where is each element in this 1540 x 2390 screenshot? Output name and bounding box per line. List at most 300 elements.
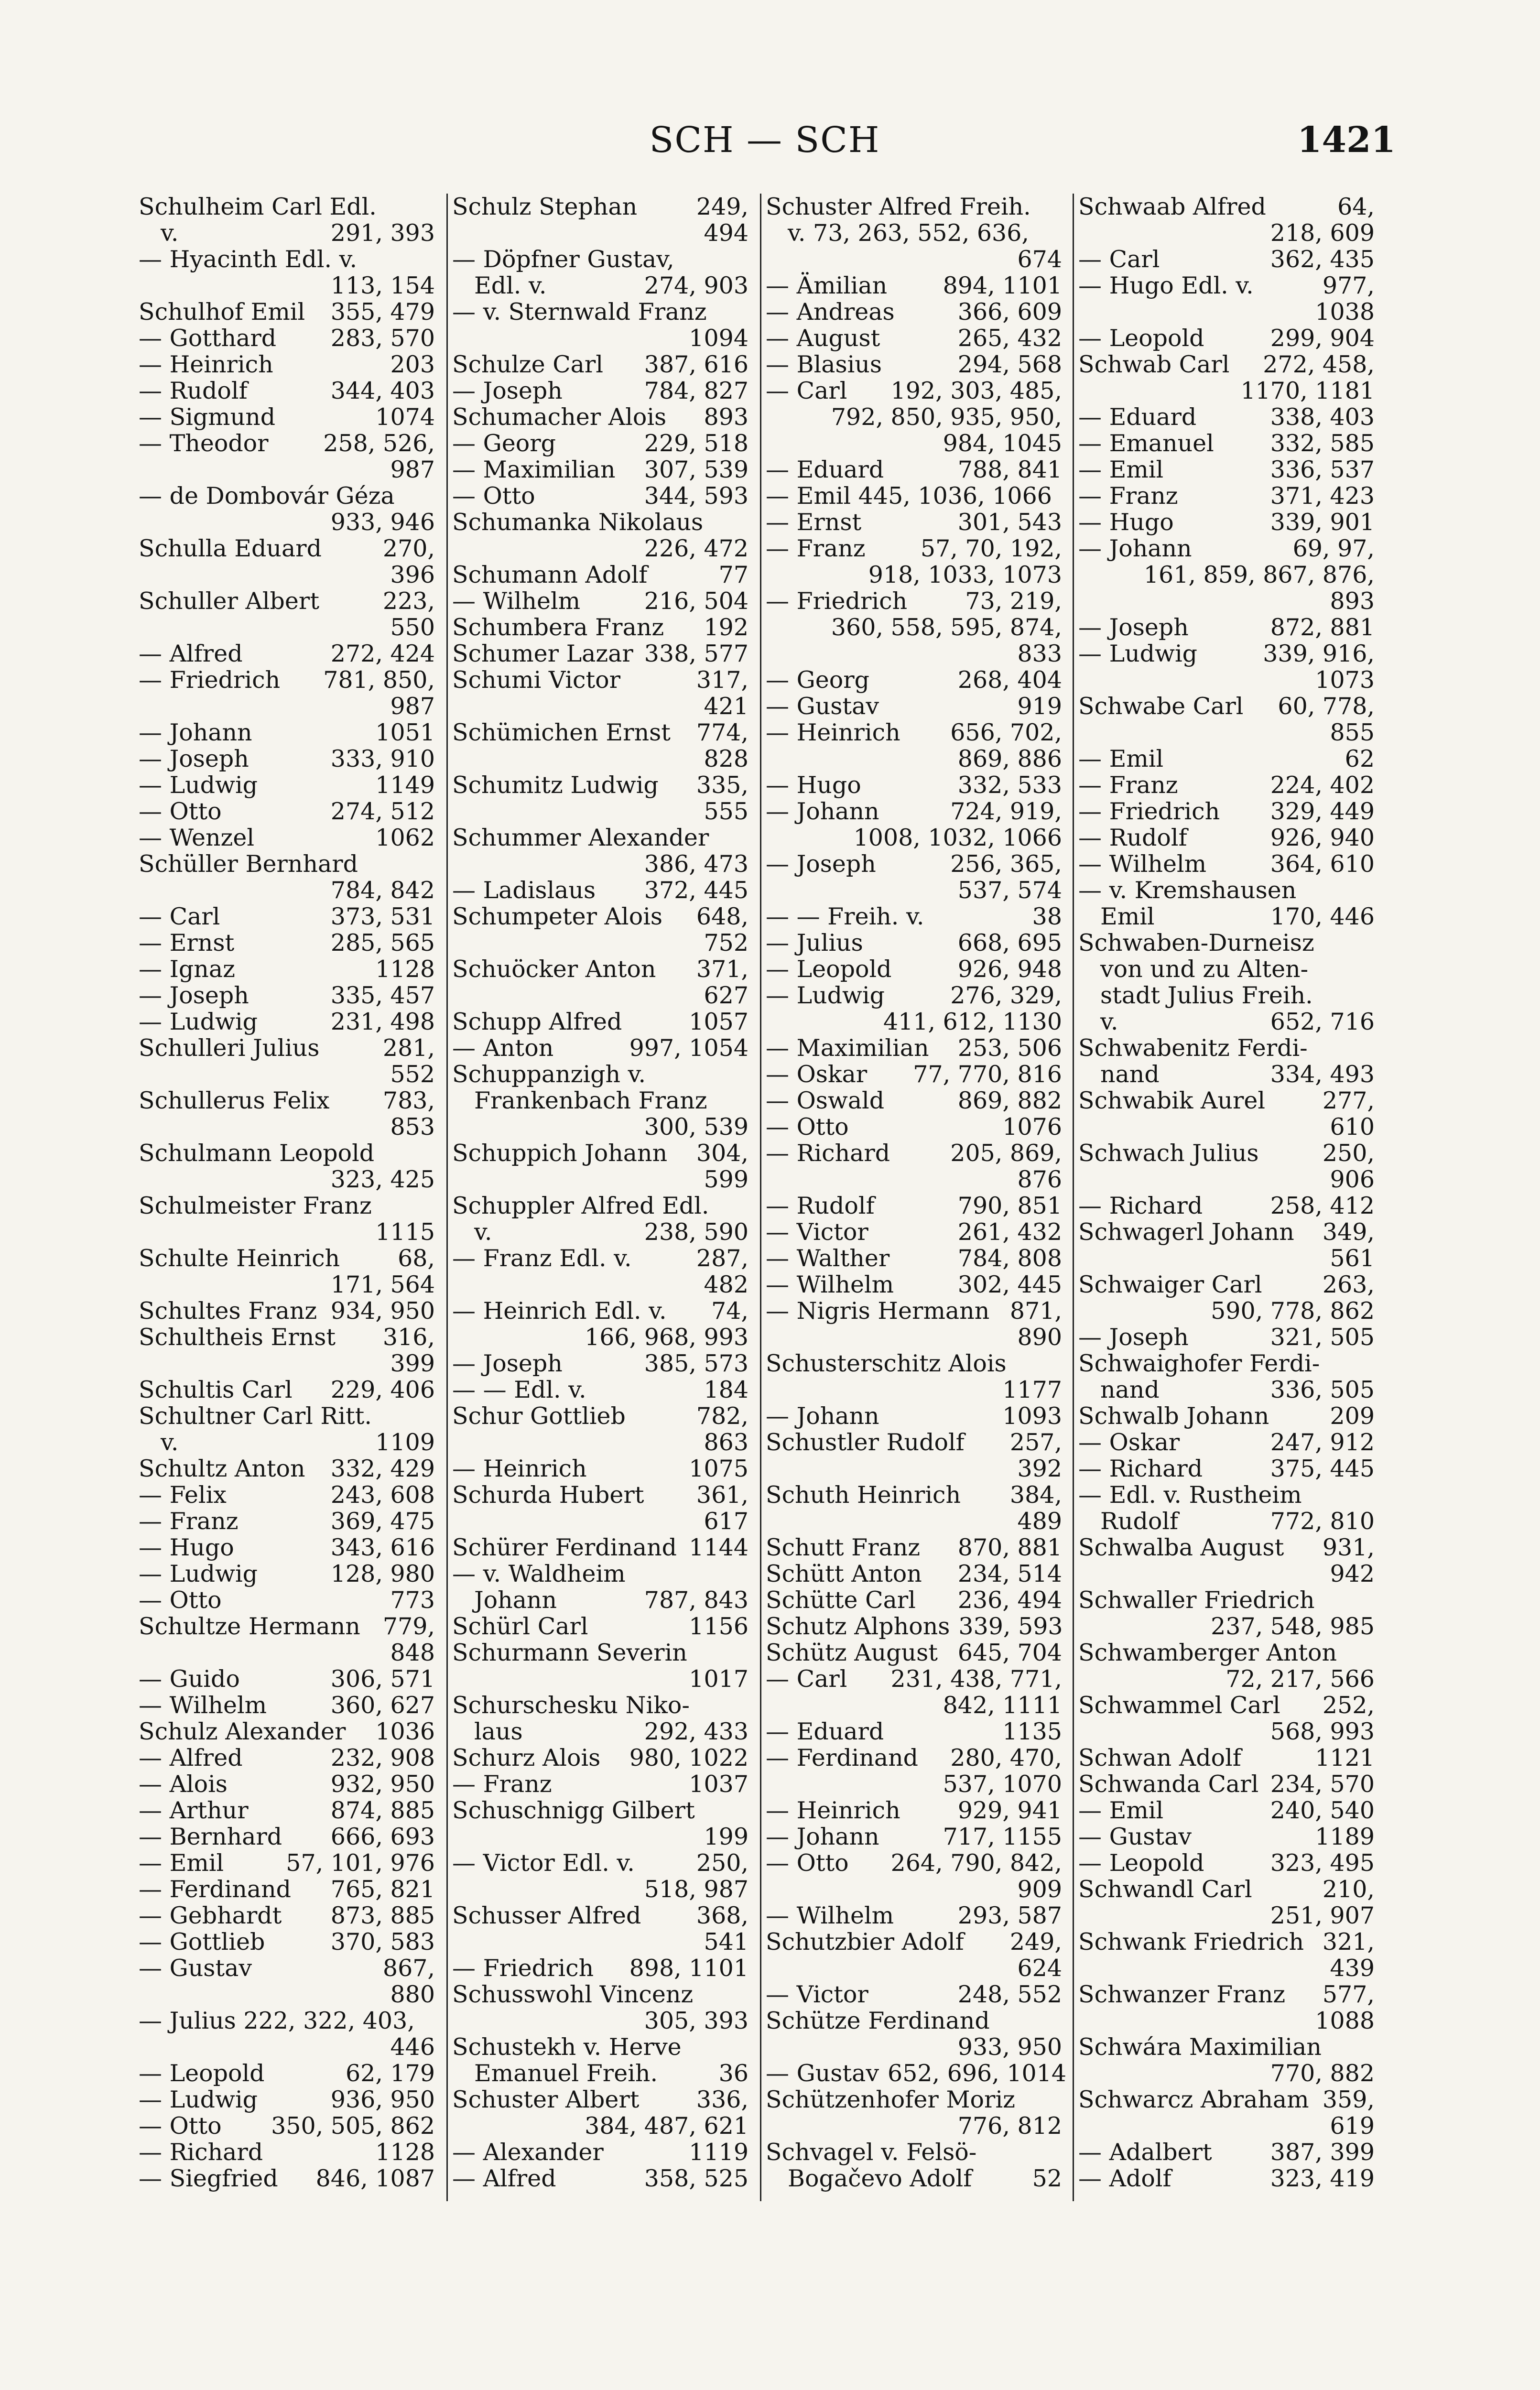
page-references: 645, 704 [957, 1639, 1062, 1666]
page-references: 411, 612, 1130 [883, 1008, 1062, 1035]
index-line [139, 1718, 435, 1745]
entry-name: Johann [474, 1586, 557, 1614]
page-references: 317, [696, 666, 748, 694]
index-line [452, 1508, 748, 1534]
entry-name: Schupp Alfred [452, 1008, 622, 1035]
page-references: 287, [696, 1245, 748, 1272]
entry-name: — Friedrich [139, 666, 281, 694]
page-references: 323, 425 [330, 1166, 435, 1193]
page-references: 306, 571 [330, 1665, 435, 1693]
page-references: 73, 219, [965, 587, 1062, 615]
index-line [139, 1087, 435, 1114]
page-references: 257, [1009, 1429, 1062, 1456]
index-line [1078, 272, 1375, 299]
page-references: 624 [1017, 1955, 1062, 1982]
index-line [452, 982, 748, 1009]
page-references: 1170, 1181 [1240, 377, 1375, 404]
index-line [766, 641, 1062, 667]
entry-name: — Johann [1078, 535, 1192, 562]
index-line [452, 1561, 748, 1587]
entry-name: — Ignaz [139, 956, 235, 983]
entry-name: Schwalb Johann [1078, 1402, 1269, 1430]
entry-name: — Joseph [1078, 1324, 1189, 1351]
index-line [1078, 404, 1375, 430]
page-references: 38 [1032, 903, 1062, 930]
entry-name: — Ludwig [139, 1008, 258, 1035]
page-references: 301, 543 [957, 509, 1062, 536]
page-references: 1076 [1002, 1113, 1062, 1141]
index-line [766, 1561, 1062, 1587]
index-line [1078, 2139, 1375, 2165]
index-line [766, 667, 1062, 693]
index-line [452, 483, 748, 509]
entry-name: — Johann [766, 1402, 879, 1430]
page-references: 360, 558, 595, 874, [831, 614, 1062, 641]
index-line [1078, 1797, 1375, 1824]
index-line [766, 1482, 1062, 1508]
page-references: 648, [696, 903, 748, 930]
page-references: 782, [696, 1402, 748, 1430]
entry-name: — Oskar [766, 1061, 868, 1088]
page-references: 229, 518 [644, 430, 748, 457]
page-references: 752 [704, 929, 748, 956]
index-line [1078, 1692, 1375, 1718]
page-references: 853 [390, 1113, 435, 1141]
page-references: 218, 609 [1270, 219, 1375, 247]
index-line [139, 1613, 435, 1640]
entry-name: Schwára Maximilian [1078, 2033, 1322, 2061]
entry-name: — Franz [1078, 482, 1178, 510]
index-line [1078, 430, 1375, 456]
index-line [452, 1087, 748, 1114]
entry-name: — Gustav [766, 2060, 879, 2087]
index-line [1078, 772, 1375, 798]
page-references: 867, [382, 1955, 435, 1982]
page-references: 1135 [1002, 1718, 1062, 1745]
index-line [452, 1245, 748, 1271]
page-references: 370, 583 [330, 1928, 435, 1955]
page-references: 74, [711, 1297, 748, 1325]
entry-name: — Hyacinth Edl. v. [139, 246, 358, 273]
index-line [1078, 956, 1375, 982]
index-line [139, 1955, 435, 1981]
index-line [1078, 456, 1375, 483]
entry-name: — Julius [766, 929, 863, 956]
index-line [766, 1219, 1062, 1245]
page-references: 555 [704, 798, 748, 825]
entry-name: — Ferdinand [139, 1876, 292, 1903]
index-line [139, 1456, 435, 1482]
entry-name: — Wilhelm [139, 1692, 267, 1719]
entry-name: — Joseph [1078, 614, 1189, 641]
page-references: 261, 432 [957, 1218, 1062, 1246]
page-references: 263, [1322, 1271, 1375, 1298]
entry-name: — Wilhelm [1078, 850, 1207, 878]
page-references: 918, 1033, 1073 [868, 561, 1062, 588]
entry-name: — Emil [1078, 745, 1164, 772]
index-line [1078, 851, 1375, 877]
entry-name: — Nigris Hermann [766, 1297, 990, 1325]
page-references: 399 [390, 1350, 435, 1377]
index-line [139, 693, 435, 719]
index-line [766, 1640, 1062, 1666]
entry-name: Schutz Alphons [766, 1613, 950, 1640]
page-references: 784, 842 [330, 877, 435, 904]
index-line [452, 1061, 748, 1087]
entry-name: Schulmeister Franz [139, 1192, 372, 1219]
index-line [452, 2139, 748, 2165]
entry-name: Schwaben-Durneisz [1078, 929, 1314, 956]
entry-name: — Ernst [139, 929, 235, 956]
page-references: 192 [704, 614, 748, 641]
page-references: 386, 473 [644, 850, 748, 878]
page-references: 336, 537 [1270, 456, 1375, 483]
page-references: 772, 810 [1270, 1508, 1375, 1535]
page-references: 724, 919, [950, 798, 1062, 825]
entry-name: — Wenzel [139, 824, 254, 851]
index-line [766, 299, 1062, 325]
page-references: 323, 419 [1270, 2165, 1375, 2192]
index-line [452, 194, 748, 220]
index-line [1078, 1193, 1375, 1219]
page-references: 776, 812 [957, 2112, 1062, 2140]
page-references: 933, 950 [957, 2033, 1062, 2061]
entry-name: — Hugo [1078, 509, 1174, 536]
page-references: 385, 573 [644, 1350, 748, 1377]
index-line [1078, 1245, 1375, 1271]
entry-name: — Heinrich [139, 351, 273, 378]
index-line [452, 1140, 748, 1166]
entry-name: — Franz [1078, 771, 1178, 799]
index-line [139, 535, 435, 562]
page-references: 258, 526, [323, 430, 435, 457]
page-references: 421 [704, 693, 748, 720]
page-references: 128, 980 [330, 1560, 435, 1587]
page-references: 893 [1330, 587, 1375, 615]
page-references: 627 [704, 982, 748, 1009]
index-line [139, 1771, 435, 1797]
page-references: 984, 1045 [943, 430, 1062, 457]
index-line [452, 1166, 748, 1193]
page-references: 610 [1330, 1113, 1375, 1141]
page-references: 787, 843 [644, 1586, 748, 1614]
page-references: 332, 585 [1270, 430, 1375, 457]
page-references: 234, 570 [1270, 1771, 1375, 1798]
entry-name: Schützenhofer Moriz [766, 2086, 1015, 2113]
page-references: 368, [696, 1902, 748, 1929]
entry-name: laus [474, 1718, 523, 1745]
entry-name: — Döpfner Gustav, [452, 246, 674, 273]
index-line [1078, 614, 1375, 641]
entry-name: — Emil 445, 1036, 1066 [766, 482, 1052, 510]
entry-name: Schultner Carl Ritt. [139, 1402, 372, 1430]
index-line [766, 1035, 1062, 1061]
index-line [139, 1797, 435, 1824]
entry-name: — Franz [452, 1771, 552, 1798]
index-line [1078, 1377, 1375, 1403]
index-line [452, 535, 748, 562]
entry-name: nand [1100, 1376, 1160, 1403]
index-line [1078, 2165, 1375, 2192]
page-references: 929, 941 [957, 1797, 1062, 1824]
index-line [766, 325, 1062, 351]
index-line [1078, 930, 1375, 956]
page-references: 790, 851 [957, 1192, 1062, 1219]
entry-name: — — Freih. v. [766, 903, 924, 930]
entry-name: — Alois [139, 1771, 228, 1798]
index-column-3 [766, 193, 1067, 2239]
entry-name: Schuster Albert [452, 2086, 640, 2113]
index-line [139, 930, 435, 956]
index-line [1078, 1219, 1375, 1245]
page-number: 1421 [1297, 120, 1396, 161]
page-references: 205, 869, [950, 1140, 1062, 1167]
page-references: 668, 695 [957, 929, 1062, 956]
entry-name: — Joseph [452, 377, 563, 404]
index-line [766, 956, 1062, 982]
page-references: 828 [704, 745, 748, 772]
entry-name: — Emil [139, 1849, 224, 1877]
entry-name: Schulze Carl [452, 351, 603, 378]
page-references: 392 [1017, 1455, 1062, 1482]
entry-name: Schwabe Carl [1078, 693, 1244, 720]
index-line [139, 404, 435, 430]
entry-name: Schwabik Aurel [1078, 1087, 1266, 1114]
page-references: 842, 1111 [943, 1692, 1062, 1719]
index-line [452, 1902, 748, 1929]
index-line [766, 246, 1062, 272]
index-line [139, 982, 435, 1009]
entry-name: — Andreas [766, 298, 895, 326]
entry-name: Schütt Anton [766, 1560, 922, 1587]
entry-name: Schürl Carl [452, 1613, 588, 1640]
entry-name: — Ludwig [139, 771, 258, 799]
entry-name: Schultz Anton [139, 1455, 305, 1482]
index-line [139, 2113, 435, 2139]
index-line [452, 378, 748, 404]
entry-name: — Joseph [452, 1350, 563, 1377]
page-references: 270, [382, 535, 435, 562]
page-references: 373, 531 [330, 903, 435, 930]
page-references: 779, [382, 1613, 435, 1640]
page-references: 872, 881 [1270, 614, 1375, 641]
index-line [1078, 483, 1375, 509]
entry-name: — Oskar [1078, 1429, 1180, 1456]
page-references: 209 [1330, 1402, 1375, 1430]
page-references: 335, [696, 771, 748, 799]
page-references: 359, [1322, 2086, 1375, 2113]
page-references: 1008, 1032, 1066 [853, 824, 1062, 851]
index-line [766, 693, 1062, 719]
page-references: 247, 912 [1270, 1429, 1375, 1456]
index-line [452, 693, 748, 719]
entry-name: Schuller Albert [139, 587, 320, 615]
index-line [139, 1981, 435, 2008]
page-references: 489 [1017, 1508, 1062, 1535]
index-line [766, 535, 1062, 562]
entry-name: Schwaller Friedrich [1078, 1586, 1315, 1614]
index-line [1078, 1640, 1375, 1666]
index-line [452, 246, 748, 272]
entry-name: — Sigmund [139, 403, 276, 431]
entry-name: Schuppanzigh v. [452, 1061, 646, 1088]
entry-name: Schultheis Ernst [139, 1324, 336, 1351]
page-references: 1088 [1315, 2007, 1375, 2034]
entry-name: — v. Kremshausen [1078, 877, 1297, 904]
page-references: 64, [1337, 193, 1375, 220]
index-line [766, 746, 1062, 772]
page-references: 863 [704, 1429, 748, 1456]
page-references: 166, 968, 993 [585, 1324, 748, 1351]
index-line [766, 851, 1062, 877]
page-references: 305, 393 [644, 2007, 748, 2034]
index-line [766, 351, 1062, 378]
index-line [139, 1508, 435, 1534]
index-line [452, 903, 748, 930]
page-references: 321, [1322, 1928, 1375, 1955]
page-references: 366, 609 [957, 298, 1062, 326]
page-references: 773 [390, 1586, 435, 1614]
page-references: 369, 475 [330, 1508, 435, 1535]
entry-name: — Maximilian [766, 1034, 929, 1062]
index-line [766, 456, 1062, 483]
entry-name: Schwalba August [1078, 1534, 1284, 1561]
page-references: 537, 1070 [943, 1771, 1062, 1798]
entry-name: — Wilhelm [452, 587, 581, 615]
index-line [139, 1377, 435, 1403]
entry-name: — Arthur [139, 1797, 249, 1824]
index-column-4 [1078, 194, 1375, 2239]
index-line [139, 877, 435, 903]
index-line [766, 1929, 1062, 1955]
entry-name: Schustekh v. Herve [452, 2033, 682, 2061]
page-references: 226, 472 [644, 535, 748, 562]
page-references: 238, 590 [644, 1218, 748, 1246]
page-references: 774, [696, 719, 748, 746]
page-references: 1115 [375, 1218, 435, 1246]
index-line [452, 1929, 748, 1955]
index-line [139, 2034, 435, 2060]
index-line [766, 1850, 1062, 1876]
entry-name: v. [161, 219, 179, 247]
entry-name: — de Dombovár Géza [139, 482, 395, 510]
index-line [452, 1456, 748, 1482]
page-references: 334, 493 [1270, 1061, 1375, 1088]
index-line [1078, 1613, 1375, 1640]
entry-name: — Blasius [766, 351, 882, 378]
page-header [0, 115, 1540, 172]
index-line [1078, 1140, 1375, 1166]
index-line [766, 1718, 1062, 1745]
index-line [139, 1482, 435, 1508]
entry-name: Schurz Alois [452, 1744, 601, 1771]
page-references: 1128 [375, 2139, 435, 2166]
index-line [452, 351, 748, 378]
page-references: 396 [390, 561, 435, 588]
page-references: 216, 504 [644, 587, 748, 615]
page-references: 362, 435 [1270, 246, 1375, 273]
index-line [1078, 351, 1375, 378]
index-line [452, 1534, 748, 1561]
entry-name: Schwabenitz Ferdi- [1078, 1034, 1308, 1062]
entry-name: — Ladislaus [452, 877, 596, 904]
entry-name: Schustler Rudolf [766, 1429, 965, 1456]
page-references: 482 [704, 1271, 748, 1298]
page-references: 323, 495 [1270, 1849, 1375, 1877]
index-line [766, 2034, 1062, 2060]
index-line [139, 772, 435, 798]
entry-name: — Leopold [1078, 325, 1204, 352]
page-references: 243, 608 [330, 1481, 435, 1509]
entry-name: Schwanzer Franz [1078, 1981, 1286, 2008]
page-references: 869, 886 [957, 745, 1062, 772]
page-references: 171, 564 [330, 1271, 435, 1298]
index-line [139, 562, 435, 588]
page-references: 332, 533 [957, 771, 1062, 799]
index-line [766, 509, 1062, 535]
page-references: 62 [1345, 745, 1375, 772]
page-references: 280, 470, [950, 1744, 1062, 1771]
index-line [1078, 1929, 1375, 1955]
index-line [139, 430, 435, 456]
page-references: 617 [704, 1508, 748, 1535]
page-references: 344, 403 [330, 377, 435, 404]
page-references: 113, 154 [330, 272, 435, 299]
index-line [766, 1114, 1062, 1140]
page-references: 781, 850, [323, 666, 435, 694]
page-references: 599 [704, 1166, 748, 1193]
entry-name: nand [1100, 1061, 1160, 1088]
index-line [1078, 798, 1375, 825]
page-references: 250, [1322, 1140, 1375, 1167]
index-line [766, 1876, 1062, 1902]
index-line [1078, 1403, 1375, 1429]
page-references: 294, 568 [957, 351, 1062, 378]
page-references: 170, 446 [1270, 903, 1375, 930]
entry-name: Schumann Adolf [452, 561, 648, 588]
page-references: 494 [704, 219, 748, 247]
entry-name: — v. Waldheim [452, 1560, 626, 1587]
entry-name: — Friedrich [452, 1955, 594, 1982]
index-line [766, 1587, 1062, 1613]
entry-name: Schwach Julius [1078, 1140, 1259, 1167]
index-line [1078, 1955, 1375, 1981]
page-references: 231, 438, 771, [890, 1665, 1062, 1693]
entry-name: Schurda Hubert [452, 1481, 644, 1509]
index-line [139, 220, 435, 246]
index-line [139, 1350, 435, 1377]
entry-name: Schurschesku Niko- [452, 1692, 690, 1719]
index-line [139, 641, 435, 667]
page-references: 792, 850, 935, 950, [831, 403, 1062, 431]
entry-name: Schütte Carl [766, 1586, 916, 1614]
entry-name: — Friedrich [1078, 798, 1220, 825]
page-references: 880 [390, 1981, 435, 2008]
index-line [1078, 1771, 1375, 1797]
page-references: 977, [1322, 272, 1375, 299]
index-line [766, 1666, 1062, 1692]
page-references: 770, 882 [1270, 2060, 1375, 2087]
page-references: 1074 [375, 403, 435, 431]
page-references: 355, 479 [330, 298, 435, 326]
entry-name: Schulte Heinrich [139, 1245, 340, 1272]
index-line [1078, 1876, 1375, 1902]
entry-name: — Emil [1078, 456, 1164, 483]
page-references: 338, 403 [1270, 403, 1375, 431]
index-line [1078, 562, 1375, 588]
index-line [452, 1009, 748, 1035]
entry-name: — Rudolf [139, 377, 248, 404]
